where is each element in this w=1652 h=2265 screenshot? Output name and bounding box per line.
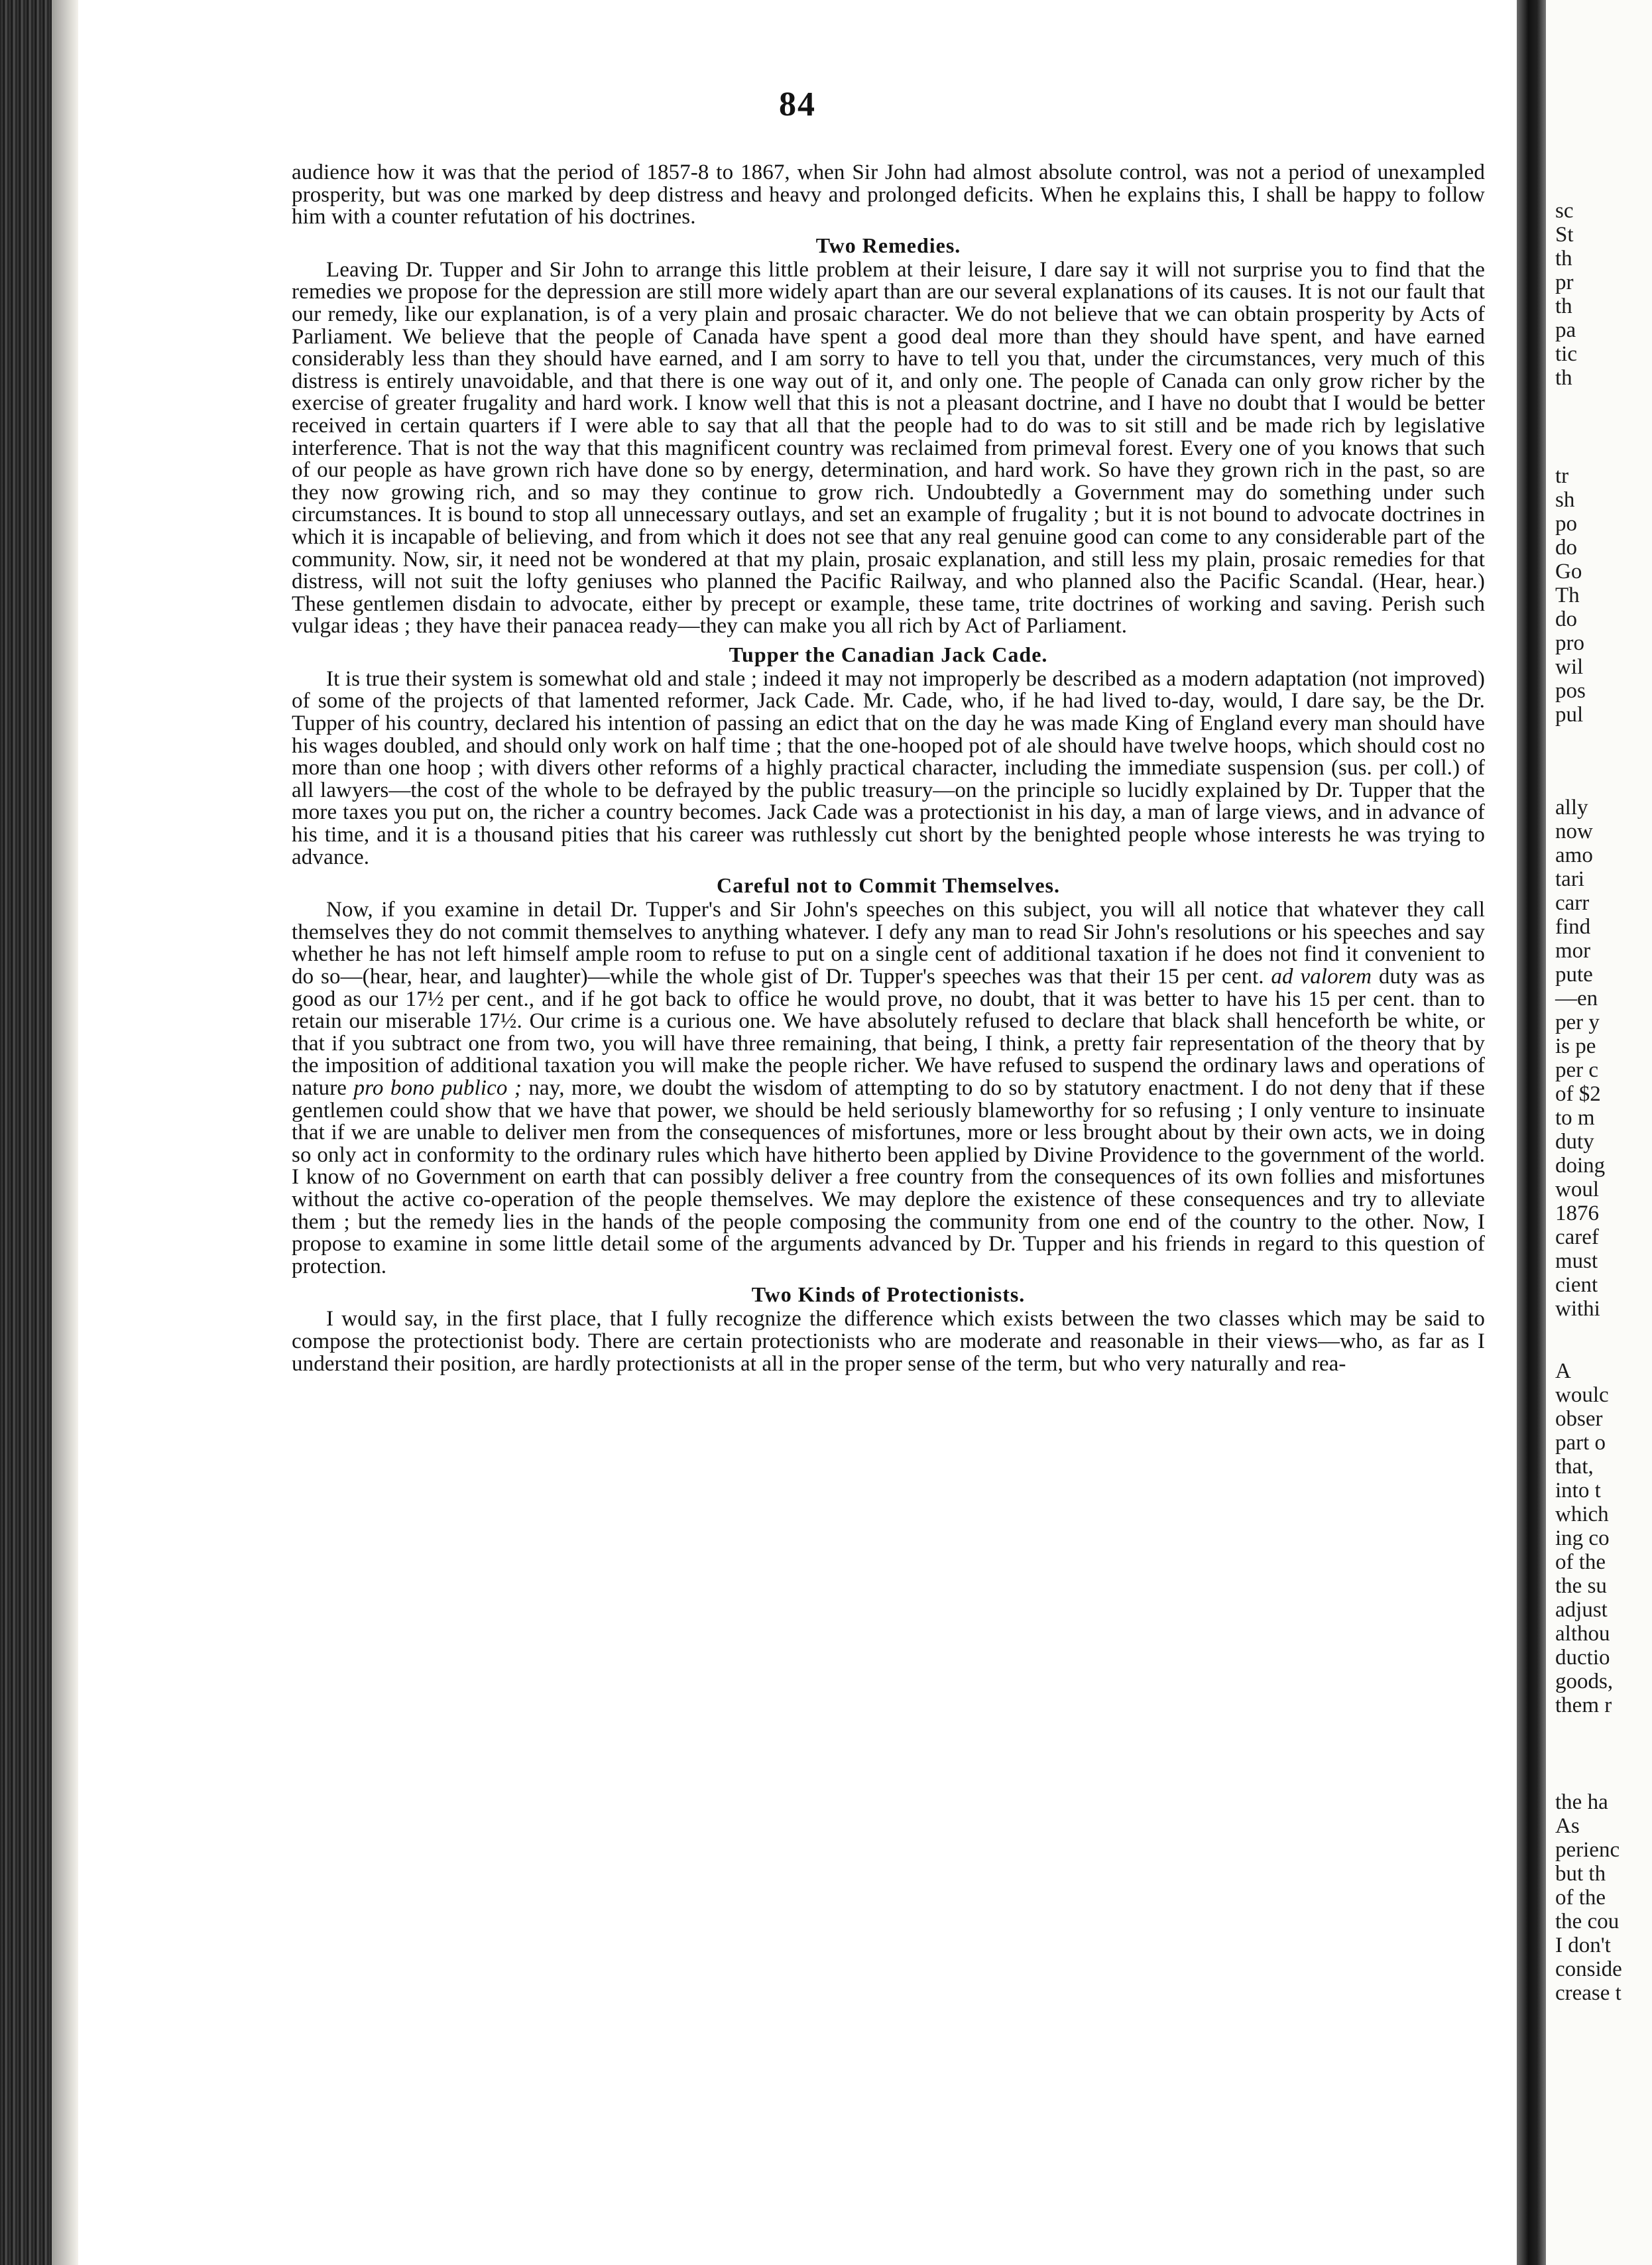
heading-two-remedies: Two Remedies. — [815, 233, 961, 257]
adjacent-page-fragment: mor — [1555, 939, 1591, 963]
adjacent-page-fragment: conside — [1555, 1957, 1622, 1981]
adjacent-page-fragment: As — [1555, 1814, 1580, 1838]
paragraph-audience: audience how it was that the period of 1857-8 to 1867, when Sir John had almost absolute control, was not a period of unexampled prosperity, but was one marked by deep distress and heavy and prolonged deficits. When he explains this, I shall be happy to follow him with a counter refutation of his doctrines. — [292, 160, 1485, 229]
adjacent-page-fragment: per c — [1555, 1058, 1599, 1082]
adjacent-page-fragment: th — [1555, 247, 1572, 271]
adjacent-page-fragment: goods, — [1555, 1670, 1614, 1693]
heading-jack-cade: Tupper the Canadian Jack Cade. — [729, 642, 1048, 666]
adjacent-page-fragment: which — [1555, 1502, 1609, 1526]
adjacent-page-fragment: sc — [1555, 199, 1574, 223]
adjacent-page-fragment: to m — [1555, 1106, 1595, 1130]
paragraph-two-kinds: I would say, in the first place, that I fully recognize the difference which exists between the two classes which may be said to compose the protectionist body. There are certain protectionists who are moderate and reasonable in their views—who, as far as I understand their position, are hardly protectionists at all in the proper sense of the term, but who very naturally and rea- — [292, 1307, 1485, 1376]
paragraph-jack-cade: It is true their system is somewhat old and stale ; indeed it may not improperly be described as a modern adaptation (not improved) of some of the projects of that lamented reformer, Jack Cade. Mr. Cade, who, if he had lived to-day, would, I dare say, be the Dr. Tupper of his country, declared his intention of passing an edict that on the day he was made King of England every man should have his wages doubled, and should only work on half time ; that the one-hooped pot of ale should have twelve hoops, which should cost no more than one hoop ; with divers other reforms of a highly practical character, including the immediate suspension (sus. per coll.) of all lawyers—the cost of the whole to be defrayed by the public treasury—on the principle so lucidly explained by Dr. Tupper that the more taxes you put on, the richer a country becomes. Jack Cade was a protectionist in his day, a man of large views, and in advance of his time, and it is a thousand pities that his career was ruthlessly cut short by the benighted people whose interests he was trying to advance. — [292, 666, 1485, 869]
adjacent-page-fragment: caref — [1555, 1225, 1599, 1249]
adjacent-page-fragment: is pe — [1555, 1034, 1596, 1058]
adjacent-page-fragment: withi — [1555, 1297, 1600, 1321]
adjacent-page-fragment: must — [1555, 1249, 1598, 1273]
page-body — [292, 162, 1485, 1375]
heading-careful-not-to-commit: Careful not to Commit Themselves. — [717, 873, 1060, 898]
adjacent-page-fragment: into t — [1555, 1479, 1601, 1502]
adjacent-page-fragment: of the — [1555, 1886, 1606, 1910]
book-binding-edge — [0, 0, 52, 2265]
paragraph-careful-part-a: Now, if you examine in detail Dr. Tupper's and Sir John's speeches on this subject, you will all notice that whatever they call themselves they do not commit themselves to anything whatever. I defy any man to read Sir John's resolutions or his speeches and say whether he has not left himself ample room to refuse to put on a single cent of additional taxation if he does not find it convenient to do so—(hear, hear, and laughter)—while the whole gist of Dr. Tupper's speeches was that their 15 per cent. — [292, 898, 1485, 989]
heading-two-kinds-protectionists: Two Kinds of Protectionists. — [751, 1282, 1026, 1307]
adjacent-page-fragment: —en — [1555, 987, 1598, 1010]
adjacent-page-fragment: of the — [1555, 1550, 1606, 1574]
adjacent-page-fragment: that, — [1555, 1455, 1594, 1479]
adjacent-page-fragment: 1876 — [1555, 1201, 1599, 1225]
adjacent-page-fragment: ally — [1555, 796, 1588, 820]
adjacent-page-fragment: sh — [1555, 488, 1575, 512]
adjacent-page-fragment: pul — [1555, 703, 1584, 727]
adjacent-page-fragment: ing co — [1555, 1526, 1610, 1550]
adjacent-page-fragment: tr — [1555, 464, 1569, 488]
page-number: 84 — [779, 86, 816, 123]
adjacent-page-fragment: Th — [1555, 583, 1580, 607]
adjacent-page-fragment: the cou — [1555, 1910, 1620, 1933]
adjacent-page-fragment: th — [1555, 366, 1572, 390]
adjacent-page-fragment: wil — [1555, 655, 1584, 679]
adjacent-page-fragment: crease t — [1555, 1981, 1622, 2005]
adjacent-page-fragment: find — [1555, 915, 1591, 939]
adjacent-page-fragment: now — [1555, 820, 1593, 843]
adjacent-page-fragment: pute — [1555, 963, 1593, 987]
adjacent-page-fragment: them r — [1555, 1693, 1612, 1717]
adjacent-page-fragment: amo — [1555, 843, 1593, 867]
adjacent-page-fragment: cient — [1555, 1273, 1598, 1297]
adjacent-page-fragment: pro — [1555, 631, 1584, 655]
paragraph-remedies: Leaving Dr. Tupper and Sir John to arrange this little problem at their leisure, I dare say it will not surprise you to find that the remedies we propose for the depression are still more widely apart than are our several explanations of its causes. It is not our fault that our remedy, like our explanation, is of a very plain and prosaic character. We do not believe that we can obtain prosperity by Acts of Parliament. We believe that the people of Canada have spent a good deal more than they should have spent, and have earned considerably less than they should have earned, and I am sorry to have to tell you that, under the circumstances, very much of this distress is entirely unavoidable, and that there is one way out of it, and only one. The people of Canada can only grow richer by the exercise of greater frugality and hard work. I know well that this is not a pleasant doctrine, and I have no doubt that I would be better received in certain quarters if I were able to say that all that the people had to do was to sit still and be made rich by legislative interference. That is not the way that this magnificent country was reclaimed from primeval forest. Every one of you knows that such of our people as have grown rich have done so by energy, determination, and hard work. So have they grown rich in the past, so are they now growing rich, and so may they continue to grow rich. Undoubtedly a Government may do something under such circumstances. It is bound to stop all unnecessary outlays, and set an example of frugality ; but it is not bound to advocate doctrines in which it is incapable of believing, and from which it does not see that any real genuine good can come to any considerable part of the community. Now, sir, it need not be wondered at that my plain, prosaic explanation, and still less my plain, prosaic remedies for that distress, will not suit the lofty geniuses who planned the Pacific Railway, and who planned also the Pacific Scandal. (Hear, hear.) These gentlemen disdain to advocate, either by precept or example, these tame, trite doctrines of working and saving. Perish such vulgar ideas ; they have their panacea ready—they can make you all rich by Act of Parliament. — [292, 257, 1486, 639]
paragraph-careful — [292, 899, 1485, 1278]
adjacent-page-fragment: of $2 — [1555, 1082, 1601, 1106]
adjacent-page-fragment: althou — [1555, 1622, 1610, 1646]
adjacent-page-fragment: I don't — [1555, 1933, 1611, 1957]
adjacent-page-edge — [1546, 0, 1652, 2265]
adjacent-page-fragment: tari — [1555, 867, 1584, 891]
binding-shadow — [52, 0, 78, 2265]
adjacent-page-fragment: do — [1555, 536, 1577, 560]
adjacent-page-fragment: po — [1555, 512, 1577, 536]
adjacent-page-fragment: obser — [1555, 1407, 1603, 1431]
adjacent-page-fragment: per y — [1555, 1010, 1600, 1034]
adjacent-page-fragment: St — [1555, 223, 1574, 247]
adjacent-page-fragment: woulc — [1555, 1383, 1609, 1407]
adjacent-page-fragment: woul — [1555, 1178, 1599, 1201]
adjacent-page-fragment: doing — [1555, 1154, 1606, 1178]
adjacent-page-fragment: pr — [1555, 271, 1574, 294]
adjacent-page-fragment: carr — [1555, 891, 1590, 915]
paragraph-careful-part-b: duty was as good as our 17½ per cent., and if he got back to office he would prove, no doubt, that it was better to have his 15 per cent. than to retain our miserable 17½. Our crime is a curious one. We have absolutely refused to declare that black shall henceforth be white, or that if you subtract one from two, you will have three remaining, that being, I think, a pretty fair representation of the theory that by the imposition of additional taxation you will make the people richer. We have refused to suspend the ordinary laws and operations of nature — [292, 965, 1485, 1100]
adjacent-page-fragment: the ha — [1555, 1790, 1608, 1814]
adjacent-page-fragment: the su — [1555, 1574, 1607, 1598]
book-page — [78, 0, 1517, 2265]
adjacent-page-fragment: duty — [1555, 1130, 1594, 1154]
adjacent-page-fragment: pa — [1555, 318, 1576, 342]
paragraph-careful-part-c: nay, more, we doubt the wisdom of attempting to do so by statutory enactment. I do not deny that if these gentlemen could show that we have that power, we should be held seriously blameworthy for so refusing ; I only venture to insinuate that if we are unable to deliver men from the consequences of misfortunes, more or less brought about by their own acts, we in doing so only act in conformity to the ordinary rules which have hitherto been applied by Divine Providence to the government of the world. I know of no Government on earth that can possibly deliver a free country from the consequences of its own follies and misfortunes without the active co-operation of the people themselves. We may deplore the existence of these consequences and try to alleviate them ; but the remedy lies in the hands of the people composing the community from one end of the country to the other. Now, I propose to examine in some little detail some of the arguments advanced by Dr. Tupper and his friends in regard to this question of protection. — [292, 1075, 1485, 1278]
adjacent-page-fragment: perienc — [1555, 1838, 1620, 1862]
page-gutter — [1517, 0, 1546, 2265]
adjacent-page-fragment: but th — [1555, 1862, 1606, 1886]
adjacent-page-fragment: part o — [1555, 1431, 1606, 1455]
adjacent-page-fragment: pos — [1555, 679, 1586, 703]
adjacent-page-fragment: ductio — [1555, 1646, 1610, 1670]
adjacent-page-fragment: adjust — [1555, 1598, 1608, 1622]
italic-pro-bono-publico: pro bono publico ; — [353, 1075, 522, 1100]
italic-ad-valorem: ad valorem — [1271, 965, 1372, 989]
adjacent-page-fragment: do — [1555, 607, 1577, 631]
adjacent-page-fragment: th — [1555, 294, 1572, 318]
adjacent-page-fragment: Go — [1555, 560, 1582, 583]
adjacent-page-fragment: A — [1555, 1359, 1571, 1383]
adjacent-page-fragment: tic — [1555, 342, 1577, 366]
